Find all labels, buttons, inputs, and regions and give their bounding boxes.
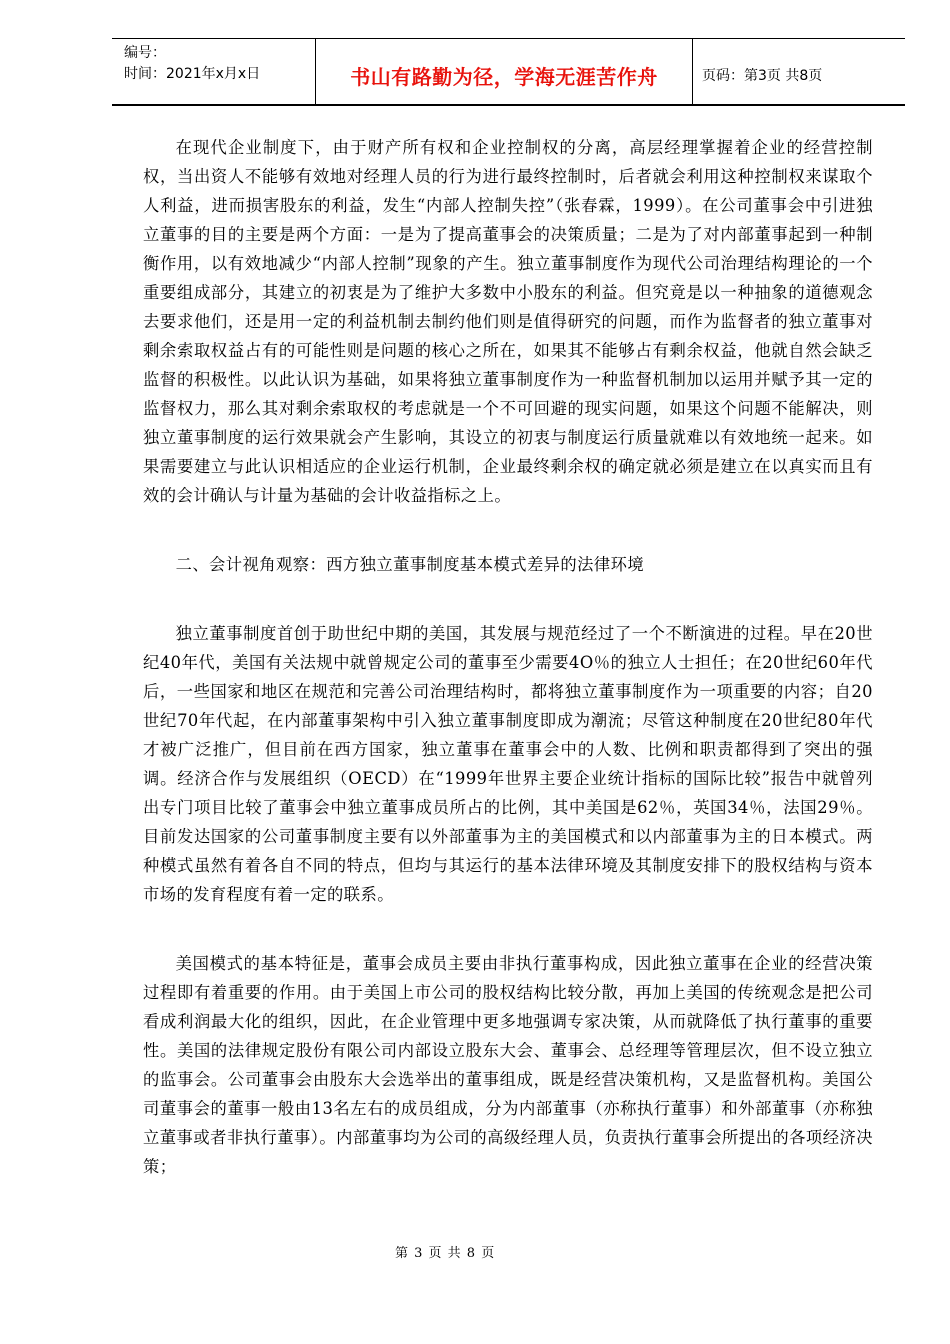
document-body — [143, 133, 873, 1181]
header-page-number: 页码：第3页 共8页 — [702, 68, 823, 84]
section-heading: 二、会计视角观察：西方独立董事制度基本模式差异的法律环境 — [175, 555, 645, 574]
page-header — [112, 38, 905, 106]
paragraph-spacer — [143, 579, 873, 619]
header-divider — [692, 39, 693, 105]
serial-number-label: 编号： — [124, 45, 166, 61]
header-motto: 书山有路勤为径，学海无涯苦作舟 — [350, 65, 658, 89]
header-meta — [124, 43, 260, 85]
paragraph-spacer — [143, 909, 873, 949]
time-label: 时间：2021年x月x日 — [124, 66, 261, 82]
paragraph: 在现代企业制度下，由于财产所有权和企业控制权的分离，高层经理掌握着企业的经营控制权，当出资人不能够有效地对经理人员的行为进行最终控制时，后者就会利用这种控制权来谋取个人利益，进而损害股东的利益，发生“内部人控制失控”（张春霖，1999）。在公司董事会中引进独立董事的目的主要是两个方面：一是为了提高董事会的决策质量；二是为了对内部董事起到一种制衡作用，以有效地减少“内部人控制”现象的产生。独立董事制度作为现代公司治理结构理论的一个重要组成部分，其建立的初衷是为了维护大多数中小股东的利益。但究竟是以一种抽象的道德观念去要求他们，还是用一定的利益机制去制约他们则是值得研究的问题，而作为监督者的独立董事对剩余索取权益占有的可能性则是问题的核心之所在，如果其不能够占有剩余权益，他就自然会缺乏监督的积极性。以此认识为基础，如果将独立董事制度作为一种监督机制加以运用并赋予其一定的监督权力，那么其对剩余索取权的考虑就是一个不可回避的现实问题，如果这个问题不能解决，则独立董事制度的运行效果就会产生影响，其设立的初衷与制度运行质量就难以有效地统一起来。如果需要建立与此认识相适应的企业运行机制，企业最终剩余权的确定就必须是建立在以真实而且有效的会计确认与计量为基础的会计收益指标之上。 — [143, 138, 873, 505]
paragraph-spacer — [143, 510, 873, 550]
paragraph: 美国模式的基本特征是，董事会成员主要由非执行董事构成，因此独立董事在企业的经营决策过程即有着重要的作用。由于美国上市公司的股权结构比较分散，再加上美国的传统观念是把公司看成利润最大化的组织，因此，在企业管理中更多地强调专家决策，从而就降低了执行董事的重要性。美国的法律规定股份有限公司内部设立股东大会、董事会、总经理等管理层次，但不设立独立的监事会。公司董事会由股东大会选举出的董事组成，既是经营决策机构，又是监督机构。美国公司董事会的董事一般由13名左右的成员组成，分为内部董事（亦称执行董事）和外部董事（亦称独立董事或者非执行董事）。内部董事均为公司的高级经理人员，负责执行董事会所提出的各项经济决策； — [143, 954, 873, 1176]
paragraph: 独立董事制度首创于助世纪中期的美国，其发展与规范经过了一个不断演进的过程。早在20世纪40年代，美国有关法规中就曾规定公司的董事至少需要4O％的独立人士担任；在20世纪60年代后，一些国家和地区在规范和完善公司治理结构时，都将独立董事制度作为一项重要的内容；自20世纪70年代起，在内部董事架构中引入独立董事制度即成为潮流；尽管这种制度在20世纪80年代才被广泛推广，但目前在西方国家，独立董事在董事会中的人数、比例和职责都得到了突出的强调。经济合作与发展组织（OECD）在“1999年世界主要企业统计指标的国际比较”报告中就曾列出专门项目比较了董事会中独立董事成员所占的比例，其中美国是62％，英国34％，法国29％。目前发达国家的公司董事制度主要有以外部董事为主的美国模式和以内部董事为主的日本模式。两种模式虽然有着各自不同的特点，但均与其运行的基本法律环境及其制度安排下的股权结构与资本市场的发育程度有着一定的联系。 — [143, 624, 873, 904]
page-footer: 第 3 页 共 8 页 — [395, 1246, 496, 1261]
